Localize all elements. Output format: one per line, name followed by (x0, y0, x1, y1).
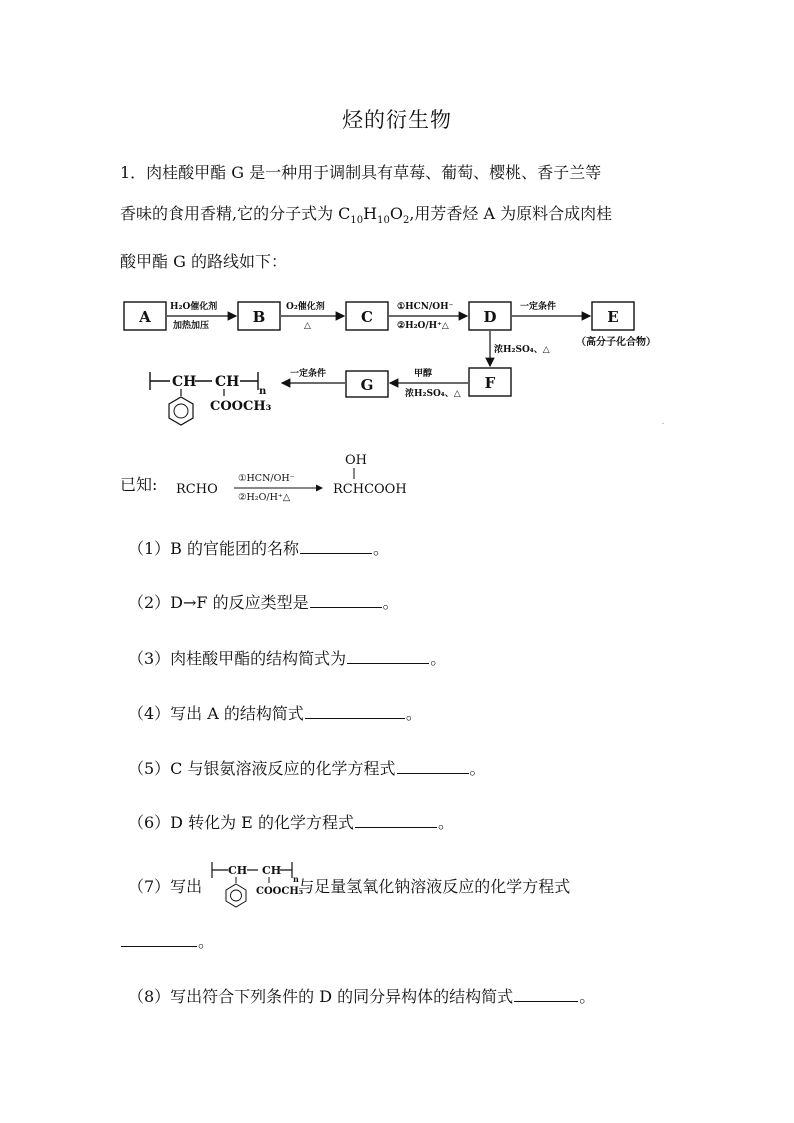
answer-blank-2[interactable] (310, 591, 382, 608)
label-cd-bottom: ②H₂O/H⁺△ (397, 321, 449, 331)
label-gp-top: 一定条件 (290, 369, 327, 379)
question-7-answer: 。 (120, 929, 214, 952)
box-F (469, 368, 511, 396)
label-df: 浓H₂SO₄、△ (494, 345, 550, 355)
label-bc-bottom: △ (304, 321, 311, 331)
question-3: （3）肉桂酸甲酯的结构简式为 。 (128, 649, 447, 668)
svg-text:C: C (361, 308, 373, 326)
synthesis-scheme (0, 0, 794, 440)
question-1: （1）B 的官能团的名称 。 (128, 539, 390, 558)
box-C (346, 302, 388, 330)
label-fg-bottom: 浓H₂SO₄、△ (405, 389, 461, 399)
question-4: （4）写出 A 的结构简式 。 (128, 704, 422, 723)
svg-text:CH: CH (215, 374, 240, 390)
svg-text:CH: CH (172, 374, 197, 390)
known-product-oh: OH (345, 453, 367, 468)
polymer-structure (150, 372, 272, 425)
intro-line-3: 酸甲酯 G 的路线如下： (120, 252, 287, 272)
answer-blank-8[interactable] (514, 985, 578, 1002)
label-de-top: 一定条件 (520, 302, 557, 312)
svg-text:·: · (662, 421, 664, 428)
known-reaction-scheme (170, 448, 440, 508)
known-cond-bottom: ②H₂O/H⁺△ (238, 492, 291, 503)
page-title: 烃的衍生物 (342, 108, 452, 132)
svg-text:CH: CH (262, 864, 282, 877)
answer-blank-5[interactable] (397, 757, 469, 774)
svg-text:n: n (293, 874, 299, 884)
known-reactant: RCHO (176, 482, 218, 497)
box-D (469, 302, 511, 330)
answer-blank-7[interactable] (121, 930, 197, 947)
known-cond-top: ①HCN/OH⁻ (238, 473, 295, 484)
svg-text:n: n (259, 386, 267, 397)
box-G (346, 371, 388, 397)
svg-text:E: E (607, 308, 619, 326)
svg-text:A: A (139, 308, 151, 326)
svg-text:F: F (484, 374, 496, 392)
intro-line-1: 1．肉桂酸甲酯 G 是一种用于调制具有草莓、葡萄、樱桃、香子兰等 (120, 163, 602, 182)
box-B (238, 302, 280, 330)
box-A (124, 302, 166, 330)
label-bc-top: O₂催化剂 (286, 302, 325, 312)
answer-blank-6[interactable] (355, 811, 437, 828)
label-fg-top: 甲醇 (414, 369, 433, 379)
question-2: （2）D→F 的反应类型是 。 (128, 593, 399, 612)
svg-text:COOCH₃: COOCH₃ (210, 399, 272, 414)
label-ab-top: H₂O催化剂 (170, 302, 218, 312)
svg-text:COOCH₃: COOCH₃ (256, 886, 304, 897)
svg-text:G: G (360, 376, 374, 394)
question-5: （5）C 与银氨溶液反应的化学方程式 。 (128, 759, 486, 778)
label-cd-top: ①HCN/OH⁻ (397, 302, 454, 312)
answer-blank-1[interactable] (300, 537, 372, 554)
answer-blank-4[interactable] (305, 702, 405, 719)
question-7-polymer (208, 858, 312, 914)
question-6: （6）D 转化为 E 的化学方程式 。 (128, 813, 454, 832)
question-7: （7）写出 与足量氢氧化钠溶液反应的化学方程式 (128, 877, 571, 896)
svg-text:CH: CH (228, 864, 248, 877)
svg-text:D: D (483, 308, 497, 326)
answer-blank-3[interactable] (347, 647, 429, 664)
label-e-note: （高分子化合物） (576, 337, 656, 348)
intro-line-2: 香味的食用香精,它的分子式为 $C_{10}H_{10}O_2$,用芳香烃 A 为原料合成肉桂 (120, 204, 613, 227)
question-8: （8）写出符合下列条件的 D 的同分异构体的结构简式 。 (128, 987, 596, 1006)
known-product: RCHCOOH (333, 482, 407, 497)
label-ab-bottom: 加热加压 (173, 321, 210, 331)
known-label: 已知: (120, 475, 158, 494)
svg-text:B: B (252, 308, 266, 326)
known-reaction (120, 472, 157, 495)
box-E (592, 302, 634, 330)
